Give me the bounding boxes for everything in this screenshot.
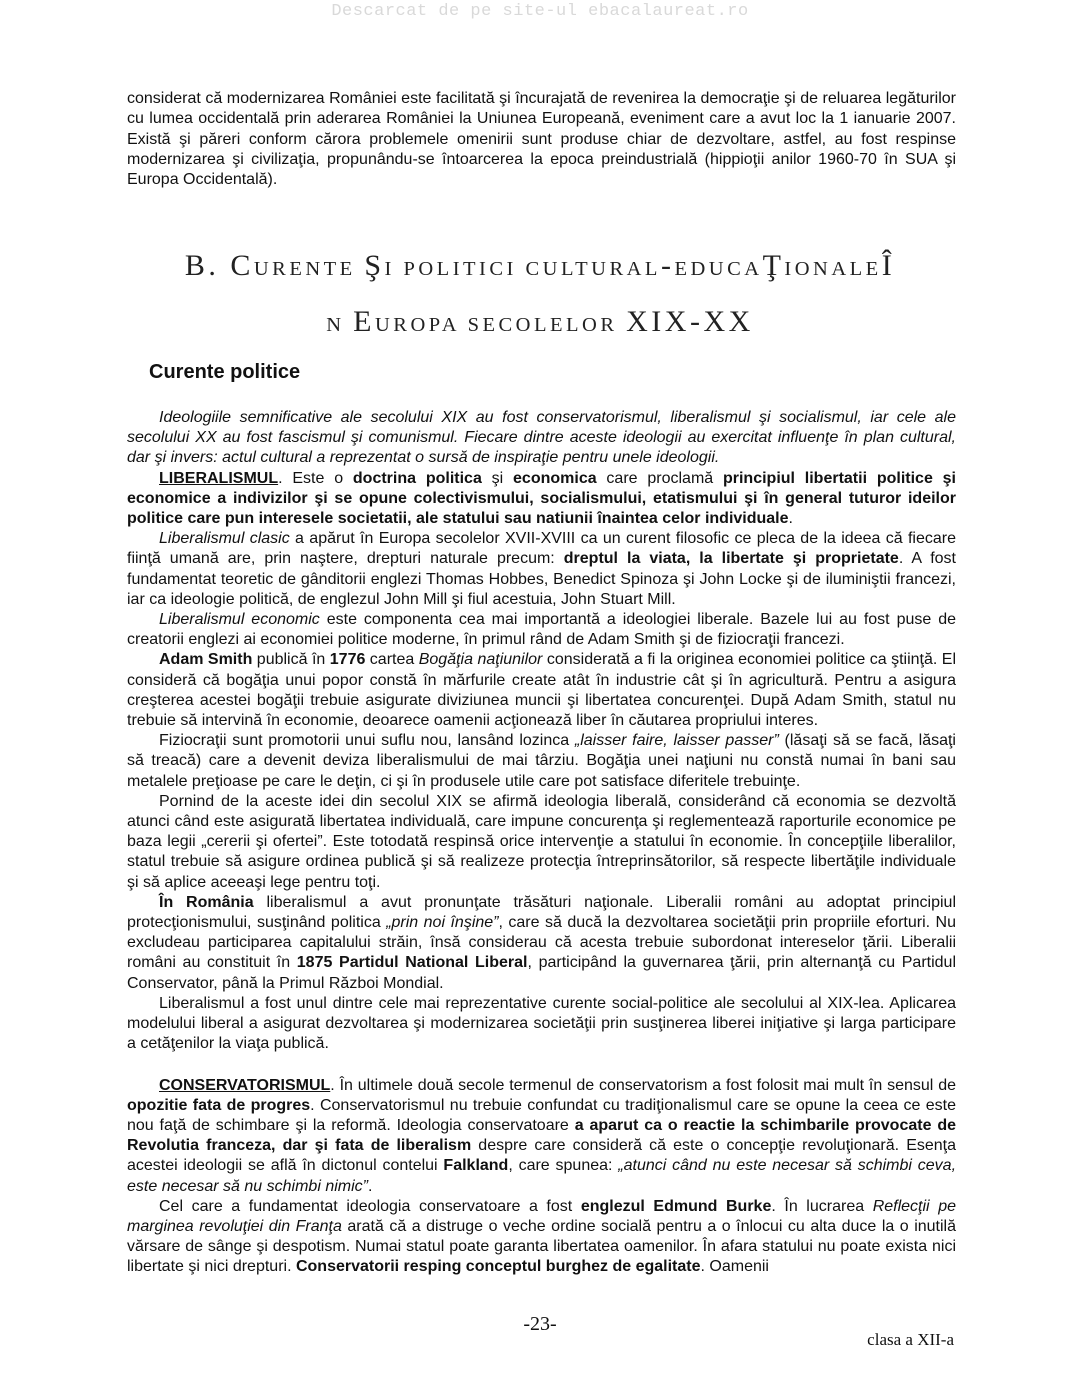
subheading: Curente politice [149, 361, 301, 383]
class-label: clasa a XII-a [867, 1330, 954, 1349]
ideologies-intro: Ideologiile semnificative ale secolului XIX au fost conservatorismul, liberalismul şi socialismul, iar cele ale secolului XX au fost fascismul şi comunismul. Fiecare dintre aceste ideologii au exercitat influenţe în plan cultural, dar şi invers: actul cultural a reprezentat o sursă de inspiraţie pentru unele ideologii. [127, 409, 956, 467]
section-title [60, 238, 1020, 350]
edmund-burke: Cel care a fundamentat ideologia conservatoare a fost englezul Edmund Burke. În lucrarea Reflecţii pe marginea revoluţiei din Franţa arată că a distruge o veche ordine socială pentru a o înlocui cu alta duce la o inutilă vărsare de sânge şi despotism. Numai statul poate garanta libertatea oamenilor. În afara statului nu poate exista nici libertate şi nici drepturi. Conservatorii resping conceptul burghez de egalitate. Oamenii [127, 1197, 956, 1276]
liberalism-concluzie: Liberalismul a fost unul dintre cele mai reprezentative curente social-politice ale secolului al XIX-lea. Aplicarea modelului liberal a asigurat dezvoltarea şi modernizarea societăţii prin susţinerea liberei iniţiative şi larga participare a cetăţenilor la viaţa publică. [127, 994, 956, 1053]
intro-paragraph: considerat că modernizarea României este facilitată şi încurajată de revenirea la democraţie şi de reluarea legăturilor cu lumea occidentală prin aderarea României la Uniunea Europeană, eveniment care a avut loc la 1 ianuarie 2007. Există şi păreri conform cărora problemele omenirii sunt produse chiar de dezvoltare, astfel, au fost respinse modernizarea şi civilizaţia, propunându-se întoarcerea la epoca preindustrială (hippioţii anilor 1960-70 în SUA şi Europa Occidentală). [127, 90, 956, 189]
liberalism-clasic: Liberalismul clasic a apărut în Europa secolelor XVII-XVIII ca un curent filosofic ce pleca de la ideea că fiecare fiinţă umană are, prin naştere, drepturi naturale precum: dreptul la viata, la libertate şi proprietate. A fost fundamentat teoretic de gânditorii englezi Thomas Hobbes, Benedict Spinoza şi John Locke şi de iluminiştii francezi, iar ca ideologie politică, de englezul John Mill şi fiul acestuia, John Stuart Mill. [127, 530, 956, 608]
ideologia-liberala: Pornind de la aceste idei din secolul XIX se afirmă ideologia liberală, considerând că economia se dezvoltă atunci când este asigurată libertatea individuală, care impune concurenţa şi reglementează raporturile economice pe baza legii „cererii şi ofertei”. Este totodată respinsă orice intervenţie a statului în economie. În concepţiile liberalilor, statul trebuie să asigure ordinea publică şi să realizeze protecţia întreprinsătorilor, să respecte libertăţile individuale şi să aplice aceeaşi lege pentru toţi. [127, 792, 956, 891]
liberalism-definition: LIBERALISMUL. Este o doctrina politica şi economica care proclamă principiul libertatii politice şi economice a indivizilor şi se opune colectivismului, socialismului, etatismului şi în general tuturor ideilor politice care pun interesele societatii, ale statului sau natiunii înaintea celor individuale. [127, 469, 957, 528]
main-text [127, 408, 956, 1278]
section-title-line-2: N EUROPA SECOLELOR XIX-XX [326, 305, 754, 338]
fiziocratii: Fiziocraţii sunt promotorii unui suflu nou, lansând lozinca „laisser faire, laisser passer” (lăsaţi să se facă, lăsaţi să treacă) care a devenit deviza liberalismului de mai târziu. Bogăţia unei naţiuni nu constă numai în bani sau metalele preţioase pe care le deţin, ci şi în produsele utile care pot satisface diferitele trebuinţe. [127, 732, 956, 790]
section-title-line-1: B. CURENTE ŞI POLITICI CULTURAL-EDUCAŢIONALEÎ [184, 249, 896, 282]
liberalism-economic: Liberalismul economic este componenta cea mai importantă a ideologiei liberale. Bazele lui au fost puse de creatorii englezi ai economiei politice moderne, în primul rând de Adam Smith şi de fiziocraţii francezi. [127, 611, 956, 649]
term-conservatorism: CONSERVATORISMUL [159, 1076, 331, 1094]
liberalism-romania: În România liberalismul a avut pronunţate trăsături naţionale. Liberalii români au adoptat principiul protecţionismului, susţinând politica „prin noi înşine”, care să ducă la dezvoltarea societăţii prin propriile eforturi. Nu excludeau participarea capitalului străin, însă considerau că acesta trebuie subordonat intereselor ţării. Liberalii români au constituit în 1875 Partidul National Liberal, participând la guvernarea ţării, prin alternanţă cu Partidul Conservator, până la Primul Război Mondial. [127, 893, 957, 992]
adam-smith: Adam Smith publică în 1776 cartea Bogăţia naţiunilor considerată a fi la originea economiei politice ca ştiinţă. El consideră că bogăţia unui popor constă în mărfurile create atât în industrie cât şi în agricultură. Pentru a asigura creşterea acestei bogăţii trebuie asigurate diviziunea muncii şi libertatea concurenţei. După Adam Smith, statul nu trebuie să intervină în economie, deoarece oamenii acţionează liber în căutarea propriului interes. [127, 651, 957, 730]
intro-block [127, 89, 956, 190]
term-liberalism: LIBERALISMUL [159, 469, 279, 487]
watermark: Descarcat de pe site-ul ebacalaureat.ro [331, 2, 749, 21]
page-number: -23- [523, 1313, 557, 1335]
conservatorism-definition: CONSERVATORISMUL. În ultimele două secole termenul de conservatorism a fost folosit mai mult în sensul de opozitie fata de progres. Conservatorismul nu trebuie confundat cu tradiţionalismul care se opune la ceea ce este nou faţă de schimbare şi la reformă. Ideologia conservatoare a aparut ca o reactie la schimbarile provocate de Revolutia franceza, dar şi fata de liberalism despre care consideră că este o concepţie revoluţionară. Esenţa acestei ideologii se află în dictonul contelui Falkland, care spunea: „atunci când nu este necesar să schimbi ceva, este necesar să nu schimbi nimic”. [127, 1076, 957, 1195]
